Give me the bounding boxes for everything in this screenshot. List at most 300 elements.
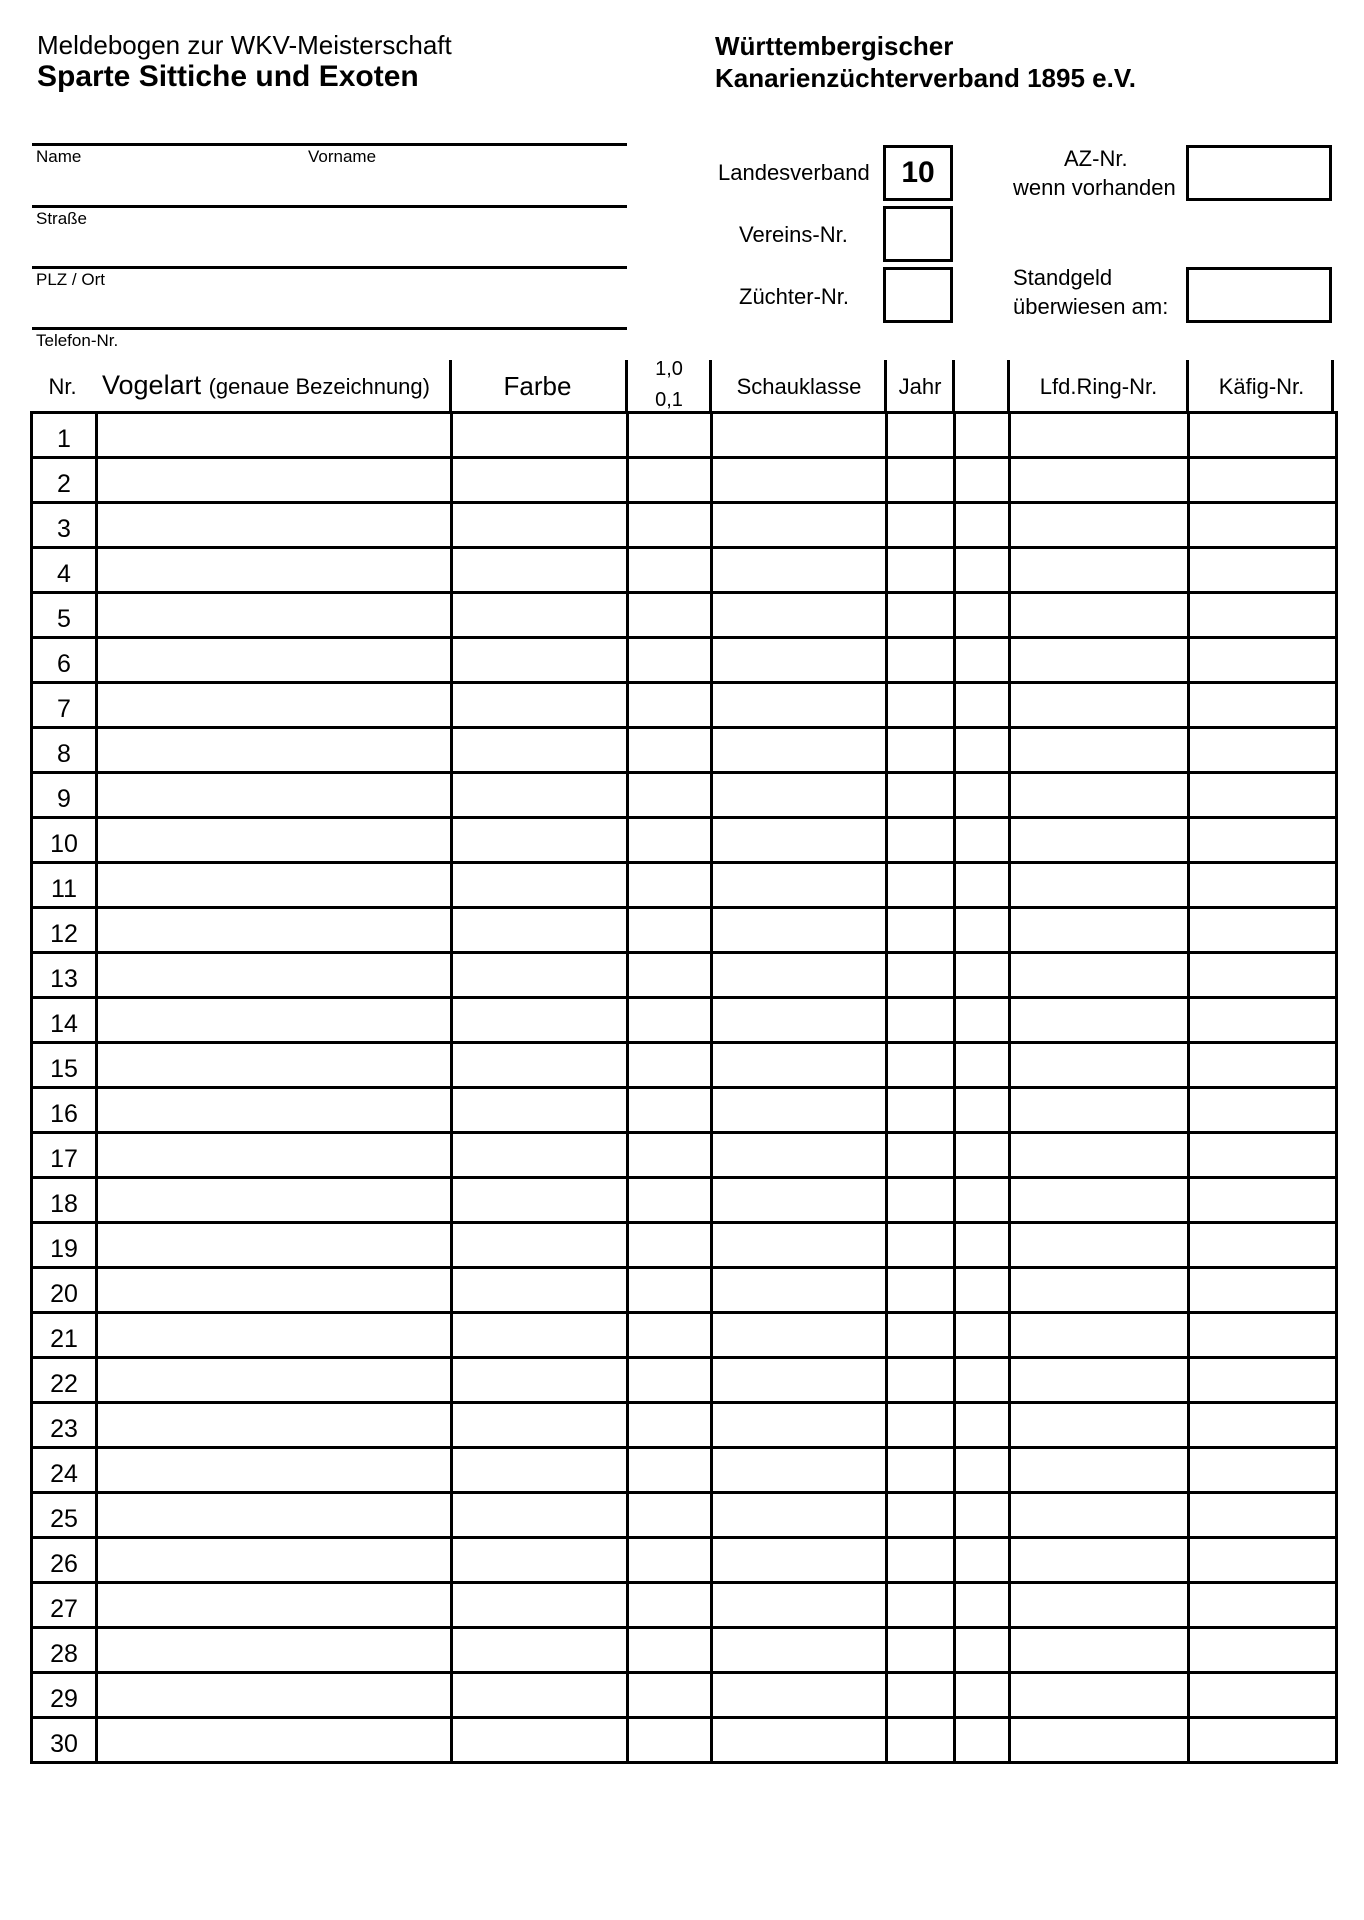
ring-nr-cell[interactable]	[1010, 728, 1189, 773]
extra-cell[interactable]	[955, 638, 1010, 683]
schauklasse-cell[interactable]	[712, 818, 887, 863]
table-row	[32, 908, 1337, 953]
extra-cell[interactable]	[955, 1043, 1010, 1088]
extra-cell[interactable]	[955, 593, 1010, 638]
farbe-cell[interactable]	[452, 1583, 628, 1628]
header-sep	[709, 360, 712, 412]
farbe-cell[interactable]	[452, 1133, 628, 1178]
name-line	[32, 143, 627, 146]
ring-nr-cell[interactable]	[1010, 503, 1189, 548]
sex-cell[interactable]	[628, 413, 712, 458]
farbe-cell[interactable]	[452, 1268, 628, 1313]
kaefig-nr-cell[interactable]	[1189, 953, 1337, 998]
sex-cell[interactable]	[628, 1358, 712, 1403]
row-number: 24	[32, 1448, 97, 1493]
jahr-cell[interactable]	[887, 1088, 955, 1133]
extra-cell[interactable]	[955, 413, 1010, 458]
sex-cell[interactable]	[628, 1403, 712, 1448]
table-row	[32, 998, 1337, 1043]
extra-cell[interactable]	[955, 908, 1010, 953]
ring-nr-cell[interactable]	[1010, 593, 1189, 638]
extra-cell[interactable]	[955, 953, 1010, 998]
schauklasse-cell[interactable]	[712, 1718, 887, 1763]
kaefig-nr-cell[interactable]	[1189, 1268, 1337, 1313]
kaefig-nr-cell[interactable]	[1189, 413, 1337, 458]
kaefig-nr-cell[interactable]	[1189, 728, 1337, 773]
sex-cell[interactable]	[628, 1088, 712, 1133]
vogelart-cell[interactable]	[97, 1673, 452, 1718]
strasse-line	[32, 205, 627, 208]
extra-cell[interactable]	[955, 1403, 1010, 1448]
farbe-cell[interactable]	[452, 1403, 628, 1448]
landesverband-box	[883, 145, 953, 201]
jahr-cell[interactable]	[887, 953, 955, 998]
farbe-cell[interactable]	[452, 458, 628, 503]
vogelart-cell[interactable]	[97, 728, 452, 773]
col-header-nr: Nr.	[48, 374, 77, 399]
vogelart-cell[interactable]	[97, 1403, 452, 1448]
row-number: 27	[32, 1583, 97, 1628]
vogelart-cell[interactable]	[97, 863, 452, 908]
ring-nr-cell[interactable]	[1010, 1448, 1189, 1493]
kaefig-nr-cell[interactable]	[1189, 1673, 1337, 1718]
schauklasse-cell[interactable]	[712, 1628, 887, 1673]
farbe-cell[interactable]	[452, 1673, 628, 1718]
schauklasse-cell[interactable]	[712, 1538, 887, 1583]
sex-cell[interactable]	[628, 1718, 712, 1763]
ring-nr-cell[interactable]	[1010, 1268, 1189, 1313]
kaefig-nr-cell[interactable]	[1189, 1043, 1337, 1088]
vogelart-cell[interactable]	[97, 1223, 452, 1268]
jahr-cell[interactable]	[887, 1628, 955, 1673]
extra-cell[interactable]	[955, 998, 1010, 1043]
schauklasse-cell[interactable]	[712, 503, 887, 548]
extra-cell[interactable]	[955, 1313, 1010, 1358]
ring-nr-cell[interactable]	[1010, 413, 1189, 458]
extra-cell[interactable]	[955, 728, 1010, 773]
extra-cell[interactable]	[955, 863, 1010, 908]
sex-cell[interactable]	[628, 1313, 712, 1358]
table-row	[32, 548, 1337, 593]
jahr-cell[interactable]	[887, 1448, 955, 1493]
row-number: 8	[32, 728, 97, 773]
schauklasse-cell[interactable]	[712, 1583, 887, 1628]
farbe-cell[interactable]	[452, 1043, 628, 1088]
table-row	[32, 593, 1337, 638]
schauklasse-cell[interactable]	[712, 863, 887, 908]
farbe-cell[interactable]	[452, 908, 628, 953]
extra-cell[interactable]	[955, 683, 1010, 728]
sex-cell[interactable]	[628, 1538, 712, 1583]
farbe-cell[interactable]	[452, 1313, 628, 1358]
kaefig-nr-cell[interactable]	[1189, 998, 1337, 1043]
extra-cell[interactable]	[955, 773, 1010, 818]
table-row	[32, 683, 1337, 728]
jahr-cell[interactable]	[887, 1673, 955, 1718]
entries-body	[32, 413, 1337, 1763]
jahr-cell[interactable]	[887, 503, 955, 548]
farbe-cell[interactable]	[452, 998, 628, 1043]
vogelart-cell[interactable]	[97, 593, 452, 638]
kaefig-nr-cell[interactable]	[1189, 773, 1337, 818]
az-nr-label: AZ-Nr.	[1064, 146, 1128, 171]
extra-cell[interactable]	[955, 1178, 1010, 1223]
row-number: 26	[32, 1538, 97, 1583]
kaefig-nr-cell[interactable]	[1189, 1178, 1337, 1223]
table-row	[32, 1673, 1337, 1718]
table-row	[32, 638, 1337, 683]
schauklasse-cell[interactable]	[712, 1178, 887, 1223]
vogelart-cell[interactable]	[97, 953, 452, 998]
ring-nr-cell[interactable]	[1010, 818, 1189, 863]
farbe-cell[interactable]	[452, 1628, 628, 1673]
ring-nr-cell[interactable]	[1010, 1088, 1189, 1133]
sex-cell[interactable]	[628, 773, 712, 818]
ring-nr-cell[interactable]	[1010, 773, 1189, 818]
schauklasse-cell[interactable]	[712, 953, 887, 998]
schauklasse-cell[interactable]	[712, 1448, 887, 1493]
kaefig-nr-cell[interactable]	[1189, 1583, 1337, 1628]
vogelart-cell[interactable]	[97, 1313, 452, 1358]
sex-cell[interactable]	[628, 503, 712, 548]
kaefig-nr-cell[interactable]	[1189, 683, 1337, 728]
extra-cell[interactable]	[955, 1538, 1010, 1583]
vogelart-cell[interactable]	[97, 1358, 452, 1403]
vogelart-cell[interactable]	[97, 1583, 452, 1628]
schauklasse-cell[interactable]	[712, 1268, 887, 1313]
extra-cell[interactable]	[955, 1583, 1010, 1628]
ring-nr-cell[interactable]	[1010, 908, 1189, 953]
sex-cell[interactable]	[628, 548, 712, 593]
extra-cell[interactable]	[955, 1448, 1010, 1493]
jahr-cell[interactable]	[887, 413, 955, 458]
schauklasse-cell[interactable]	[712, 638, 887, 683]
ring-nr-cell[interactable]	[1010, 1718, 1189, 1763]
sex-cell[interactable]	[628, 593, 712, 638]
vogelart-cell[interactable]	[97, 1718, 452, 1763]
farbe-cell[interactable]	[452, 548, 628, 593]
kaefig-nr-cell[interactable]	[1189, 1088, 1337, 1133]
kaefig-nr-cell[interactable]	[1189, 593, 1337, 638]
table-row	[32, 1583, 1337, 1628]
table-row	[32, 1133, 1337, 1178]
jahr-cell[interactable]	[887, 683, 955, 728]
ring-nr-cell[interactable]	[1010, 458, 1189, 503]
farbe-cell[interactable]	[452, 773, 628, 818]
jahr-cell[interactable]	[887, 1358, 955, 1403]
sex-cell[interactable]	[628, 1223, 712, 1268]
table-row	[32, 1538, 1337, 1583]
schauklasse-cell[interactable]	[712, 1133, 887, 1178]
header-sep	[952, 360, 955, 412]
farbe-cell[interactable]	[452, 593, 628, 638]
schauklasse-cell[interactable]	[712, 773, 887, 818]
kaefig-nr-cell[interactable]	[1189, 908, 1337, 953]
schauklasse-cell[interactable]	[712, 548, 887, 593]
table-row	[32, 458, 1337, 503]
schauklasse-cell[interactable]	[712, 908, 887, 953]
extra-cell[interactable]	[955, 458, 1010, 503]
landesverband-label: Landesverband	[718, 160, 870, 185]
extra-cell[interactable]	[955, 1133, 1010, 1178]
farbe-cell[interactable]	[452, 1088, 628, 1133]
extra-cell[interactable]	[955, 1718, 1010, 1763]
kaefig-nr-cell[interactable]	[1189, 1313, 1337, 1358]
row-number: 20	[32, 1268, 97, 1313]
col-header-jahr: Jahr	[898, 374, 942, 399]
ring-nr-cell[interactable]	[1010, 683, 1189, 728]
sex-cell[interactable]	[628, 1178, 712, 1223]
jahr-cell[interactable]	[887, 1313, 955, 1358]
farbe-cell[interactable]	[452, 503, 628, 548]
ring-nr-cell[interactable]	[1010, 1403, 1189, 1448]
jahr-cell[interactable]	[887, 1178, 955, 1223]
jahr-cell[interactable]	[887, 1223, 955, 1268]
jahr-cell[interactable]	[887, 1403, 955, 1448]
sex-cell[interactable]	[628, 458, 712, 503]
col-header-vogelart-sub: (genaue Bezeichnung)	[208, 374, 430, 399]
schauklasse-cell[interactable]	[712, 683, 887, 728]
schauklasse-cell[interactable]	[712, 413, 887, 458]
extra-cell[interactable]	[955, 1223, 1010, 1268]
farbe-cell[interactable]	[452, 683, 628, 728]
row-number: 30	[32, 1718, 97, 1763]
farbe-cell[interactable]	[452, 1718, 628, 1763]
ring-nr-cell[interactable]	[1010, 1178, 1189, 1223]
row-number: 7	[32, 683, 97, 728]
row-number: 25	[32, 1493, 97, 1538]
telefon-label: Telefon-Nr.	[36, 331, 119, 350]
vogelart-cell[interactable]	[97, 683, 452, 728]
jahr-cell[interactable]	[887, 1268, 955, 1313]
vogelart-cell[interactable]	[97, 1538, 452, 1583]
kaefig-nr-cell[interactable]	[1189, 1403, 1337, 1448]
jahr-cell[interactable]	[887, 908, 955, 953]
row-number: 22	[32, 1358, 97, 1403]
sex-cell[interactable]	[628, 1583, 712, 1628]
kaefig-nr-cell[interactable]	[1189, 503, 1337, 548]
col-header-vogelart	[102, 370, 430, 401]
ring-nr-cell[interactable]	[1010, 548, 1189, 593]
row-number: 19	[32, 1223, 97, 1268]
kaefig-nr-cell[interactable]	[1189, 548, 1337, 593]
vogelart-cell[interactable]	[97, 1268, 452, 1313]
farbe-cell[interactable]	[452, 1178, 628, 1223]
vogelart-cell[interactable]	[97, 1628, 452, 1673]
ring-nr-cell[interactable]	[1010, 1493, 1189, 1538]
schauklasse-cell[interactable]	[712, 1223, 887, 1268]
header-sep	[1331, 360, 1334, 412]
vogelart-cell[interactable]	[97, 413, 452, 458]
vogelart-cell[interactable]	[97, 1043, 452, 1088]
row-number: 5	[32, 593, 97, 638]
ring-nr-cell[interactable]	[1010, 1133, 1189, 1178]
extra-cell[interactable]	[955, 1628, 1010, 1673]
vogelart-cell[interactable]	[97, 503, 452, 548]
ring-nr-cell[interactable]	[1010, 1043, 1189, 1088]
vogelart-cell[interactable]	[97, 1133, 452, 1178]
farbe-cell[interactable]	[452, 1223, 628, 1268]
vogelart-cell[interactable]	[97, 1088, 452, 1133]
extra-cell[interactable]	[955, 503, 1010, 548]
vogelart-cell[interactable]	[97, 773, 452, 818]
jahr-cell[interactable]	[887, 458, 955, 503]
vogelart-cell[interactable]	[97, 908, 452, 953]
col-header-kaefig: Käfig-Nr.	[1218, 374, 1305, 399]
ring-nr-cell[interactable]	[1010, 953, 1189, 998]
schauklasse-cell[interactable]	[712, 998, 887, 1043]
ring-nr-cell[interactable]	[1010, 863, 1189, 908]
farbe-cell[interactable]	[452, 863, 628, 908]
kaefig-nr-cell[interactable]	[1189, 1493, 1337, 1538]
jahr-cell[interactable]	[887, 638, 955, 683]
ring-nr-cell[interactable]	[1010, 1358, 1189, 1403]
jahr-cell[interactable]	[887, 728, 955, 773]
farbe-cell[interactable]	[452, 818, 628, 863]
plz-line	[32, 266, 627, 269]
jahr-cell[interactable]	[887, 548, 955, 593]
farbe-cell[interactable]	[452, 1358, 628, 1403]
vogelart-cell[interactable]	[97, 818, 452, 863]
ring-nr-cell[interactable]	[1010, 998, 1189, 1043]
ring-nr-cell[interactable]	[1010, 1583, 1189, 1628]
sex-cell[interactable]	[628, 863, 712, 908]
farbe-cell[interactable]	[452, 953, 628, 998]
kaefig-nr-cell[interactable]	[1189, 1133, 1337, 1178]
jahr-cell[interactable]	[887, 818, 955, 863]
vogelart-cell[interactable]	[97, 1493, 452, 1538]
schauklasse-cell[interactable]	[712, 1493, 887, 1538]
schauklasse-cell[interactable]	[712, 593, 887, 638]
vogelart-cell[interactable]	[97, 548, 452, 593]
col-header-vogelart-main: Vogelart	[102, 370, 202, 400]
header-sep	[1186, 360, 1189, 412]
sex-cell[interactable]	[628, 1628, 712, 1673]
sex-cell[interactable]	[628, 728, 712, 773]
kaefig-nr-cell[interactable]	[1189, 1628, 1337, 1673]
kaefig-nr-cell[interactable]	[1189, 818, 1337, 863]
schauklasse-cell[interactable]	[712, 458, 887, 503]
extra-cell[interactable]	[955, 1673, 1010, 1718]
az-nr-field[interactable]	[1186, 145, 1332, 201]
extra-cell[interactable]	[955, 1358, 1010, 1403]
col-header-farbe: Farbe	[503, 371, 572, 401]
table-row	[32, 413, 1337, 458]
jahr-cell[interactable]	[887, 1043, 955, 1088]
farbe-cell[interactable]	[452, 413, 628, 458]
vogelart-cell[interactable]	[97, 1178, 452, 1223]
row-number: 2	[32, 458, 97, 503]
sex-cell[interactable]	[628, 998, 712, 1043]
extra-cell[interactable]	[955, 818, 1010, 863]
jahr-cell[interactable]	[887, 1133, 955, 1178]
vogelart-cell[interactable]	[97, 638, 452, 683]
jahr-cell[interactable]	[887, 998, 955, 1043]
ring-nr-cell[interactable]	[1010, 638, 1189, 683]
schauklasse-cell[interactable]	[712, 1403, 887, 1448]
table-row	[32, 1043, 1337, 1088]
vogelart-cell[interactable]	[97, 458, 452, 503]
kaefig-nr-cell[interactable]	[1189, 638, 1337, 683]
vereins-nr-field[interactable]	[883, 206, 953, 262]
jahr-cell[interactable]	[887, 773, 955, 818]
jahr-cell[interactable]	[887, 1583, 955, 1628]
sex-cell[interactable]	[628, 638, 712, 683]
standgeld-date-field[interactable]	[1186, 267, 1332, 323]
schauklasse-cell[interactable]	[712, 1673, 887, 1718]
vogelart-cell[interactable]	[97, 1448, 452, 1493]
extra-cell[interactable]	[955, 1088, 1010, 1133]
kaefig-nr-cell[interactable]	[1189, 1223, 1337, 1268]
jahr-cell[interactable]	[887, 863, 955, 908]
row-number: 23	[32, 1403, 97, 1448]
farbe-cell[interactable]	[452, 1448, 628, 1493]
extra-cell[interactable]	[955, 1268, 1010, 1313]
organization-name-line2: Kanarienzüchterverband 1895 e.V.	[715, 63, 1137, 93]
sex-cell[interactable]	[628, 908, 712, 953]
table-row	[32, 1628, 1337, 1673]
extra-cell[interactable]	[955, 1493, 1010, 1538]
jahr-cell[interactable]	[887, 1718, 955, 1763]
sex-cell[interactable]	[628, 1448, 712, 1493]
ring-nr-cell[interactable]	[1010, 1538, 1189, 1583]
ring-nr-cell[interactable]	[1010, 1223, 1189, 1268]
sex-cell[interactable]	[628, 1133, 712, 1178]
jahr-cell[interactable]	[887, 593, 955, 638]
schauklasse-cell[interactable]	[712, 728, 887, 773]
table-row	[32, 773, 1337, 818]
schauklasse-cell[interactable]	[712, 1043, 887, 1088]
row-number: 28	[32, 1628, 97, 1673]
sex-cell[interactable]	[628, 683, 712, 728]
row-number: 14	[32, 998, 97, 1043]
row-number: 6	[32, 638, 97, 683]
kaefig-nr-cell[interactable]	[1189, 1538, 1337, 1583]
table-row	[32, 1358, 1337, 1403]
kaefig-nr-cell[interactable]	[1189, 1448, 1337, 1493]
ring-nr-cell[interactable]	[1010, 1313, 1189, 1358]
farbe-cell[interactable]	[452, 638, 628, 683]
farbe-cell[interactable]	[452, 728, 628, 773]
col-header-sex-male: 1,0	[655, 358, 683, 380]
sex-cell[interactable]	[628, 1493, 712, 1538]
farbe-cell[interactable]	[452, 1493, 628, 1538]
zuechter-nr-field[interactable]	[883, 267, 953, 323]
sex-cell[interactable]	[628, 953, 712, 998]
vogelart-cell[interactable]	[97, 998, 452, 1043]
sex-cell[interactable]	[628, 1268, 712, 1313]
schauklasse-cell[interactable]	[712, 1088, 887, 1133]
table-row	[32, 503, 1337, 548]
schauklasse-cell[interactable]	[712, 1313, 887, 1358]
jahr-cell[interactable]	[887, 1493, 955, 1538]
row-number: 17	[32, 1133, 97, 1178]
sex-cell[interactable]	[628, 1043, 712, 1088]
schauklasse-cell[interactable]	[712, 1358, 887, 1403]
kaefig-nr-cell[interactable]	[1189, 863, 1337, 908]
vorname-label: Vorname	[308, 147, 377, 166]
sex-cell[interactable]	[628, 818, 712, 863]
ring-nr-cell[interactable]	[1010, 1673, 1189, 1718]
ring-nr-cell[interactable]	[1010, 1628, 1189, 1673]
kaefig-nr-cell[interactable]	[1189, 1358, 1337, 1403]
kaefig-nr-cell[interactable]	[1189, 458, 1337, 503]
extra-cell[interactable]	[955, 548, 1010, 593]
kaefig-nr-cell[interactable]	[1189, 1718, 1337, 1763]
sex-cell[interactable]	[628, 1673, 712, 1718]
jahr-cell[interactable]	[887, 1538, 955, 1583]
farbe-cell[interactable]	[452, 1538, 628, 1583]
